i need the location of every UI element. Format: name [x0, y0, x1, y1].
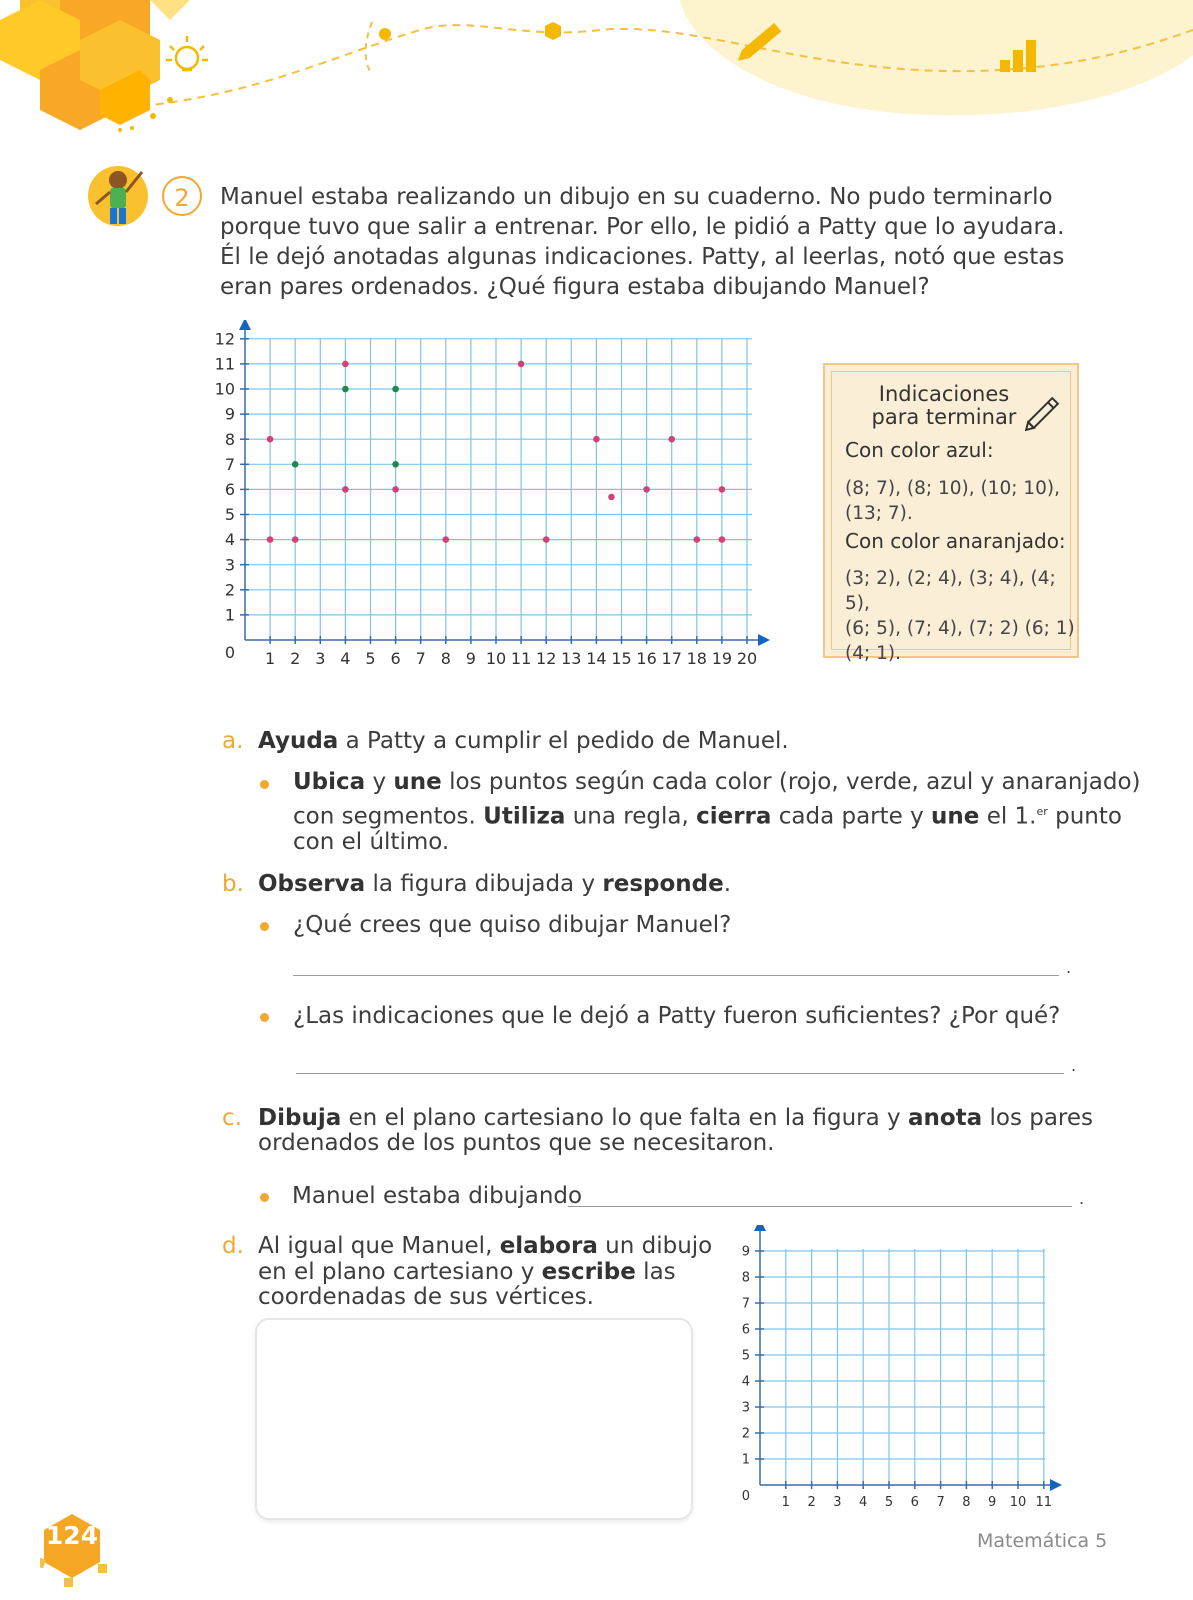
data-point [267, 536, 274, 543]
x-tick-label: 8 [962, 1495, 971, 1510]
part-b-heading: Observa la figura dibujada y responde. [258, 871, 732, 897]
data-point [292, 461, 299, 468]
page-number: 124 [45, 1521, 99, 1550]
y-tick-label: 4 [224, 530, 235, 550]
x-tick-label: 6 [390, 649, 401, 668]
x-axis-arrow-icon [1050, 1479, 1062, 1491]
data-point [608, 494, 615, 501]
x-tick-label: 13 [561, 649, 582, 668]
y-tick-label: 7 [224, 454, 235, 474]
y-tick-label: 5 [741, 1348, 750, 1364]
x-tick-label: 7 [415, 649, 426, 668]
part-a-bullet-line2: con segmentos. Utiliza una regla, cierra cada parte y une el 1.$^{er}$ punto [293, 803, 1122, 830]
part-a-bullet-line1: Ubica y une los puntos según cada color (rojo, verde, azul y anaranjado) [293, 769, 1141, 795]
header-decoration [0, 0, 1193, 160]
lightbulb-icon [166, 36, 208, 70]
x-tick-label: 9 [988, 1495, 997, 1510]
answer-line[interactable] [296, 1073, 1064, 1074]
x-tick-label: 5 [365, 649, 376, 668]
x-tick-label: 12 [536, 649, 557, 668]
y-tick-label: 10 [214, 379, 235, 399]
cartesian-plane-main [200, 320, 790, 690]
y-axis-arrow-icon [239, 320, 251, 330]
bullet [260, 1013, 269, 1022]
answer-line[interactable] [568, 1206, 1072, 1207]
part-b-question1: ¿Qué crees que quiso dibujar Manuel? [293, 912, 732, 938]
x-tick-label: 4 [859, 1495, 868, 1510]
bullet [260, 1193, 269, 1202]
question-number: 2 [162, 176, 202, 216]
data-point [543, 536, 550, 543]
data-point [392, 461, 399, 468]
y-tick-label: 6 [224, 480, 235, 499]
x-tick-label: 2 [807, 1495, 816, 1510]
data-point [392, 386, 399, 393]
data-point [643, 486, 650, 493]
data-point [267, 436, 274, 443]
y-tick-label: 6 [741, 1322, 750, 1338]
y-tick-label: 3 [224, 555, 235, 575]
part-c-line1: Dibuja en el plano cartesiano lo que falta en la figura y anota los pares [258, 1105, 1094, 1131]
x-tick-label: 6 [910, 1495, 919, 1510]
cartesian-plane-blank[interactable] [730, 1225, 1090, 1525]
y-tick-label: 1 [741, 1452, 750, 1468]
data-point [392, 486, 399, 493]
data-point [719, 536, 726, 543]
blue-heading: Con color azul: [845, 438, 994, 462]
y-tick-label: 8 [224, 429, 235, 449]
y-tick-label: 11 [214, 354, 235, 374]
bullet [260, 922, 269, 931]
data-point [342, 486, 349, 493]
instructions-box [823, 363, 1079, 664]
x-tick-label: 11 [510, 649, 532, 668]
x-tick-label: 16 [636, 649, 657, 668]
x-axis-arrow-icon [758, 634, 770, 646]
orange-pairs: (3; 2), (2; 4), (3; 4), (4; 5), (6; 5), (7; 4), (7; 2) (6; 1) (4; 1). [845, 568, 1075, 664]
x-tick-label: 1 [781, 1495, 790, 1510]
y-axis-arrow-icon [754, 1225, 766, 1231]
part-c-letter: c. [222, 1105, 242, 1131]
part-b-letter: b. [222, 871, 244, 897]
data-point [342, 386, 349, 393]
x-tick-label: 3 [833, 1495, 842, 1510]
part-d-letter: d. [222, 1233, 244, 1259]
drawing-area[interactable] [255, 1318, 693, 1520]
y-tick-label: 9 [224, 404, 235, 424]
x-tick-label: 20 [736, 649, 758, 668]
y-tick-label: 7 [741, 1296, 750, 1312]
data-point [342, 361, 349, 368]
cube-icon [545, 22, 561, 40]
origin-label: 0 [741, 1489, 750, 1504]
x-tick-label: 8 [440, 649, 451, 668]
orange-heading: Con color anaranjado: [845, 529, 1066, 553]
x-tick-label: 2 [290, 649, 301, 668]
part-a-letter: a. [222, 728, 244, 754]
student-avatar-icon [86, 160, 156, 232]
pencil-icon [1025, 395, 1065, 431]
y-tick-label: 5 [224, 505, 235, 525]
bullet [260, 780, 269, 789]
x-tick-label: 11 [1035, 1495, 1053, 1510]
origin-label: 0 [224, 643, 235, 662]
part-a-bullet-line3: con el último. [293, 829, 450, 855]
x-tick-label: 10 [485, 649, 507, 668]
part-d-line2: en el plano cartesiano y escribe las [258, 1259, 676, 1285]
part-a-heading: Ayuda a Patty a cumplir el pedido de Manuel. [258, 728, 789, 754]
book-title: Matemática 5 [977, 1530, 1108, 1552]
x-tick-label: 1 [265, 649, 276, 668]
data-point [518, 361, 525, 368]
part-d-line1: Al igual que Manuel, elabora un dibujo [258, 1233, 713, 1259]
instructions-title: Indicaciones para terminar [871, 382, 1017, 429]
x-tick-label: 4 [340, 649, 351, 668]
y-tick-label: 2 [741, 1426, 750, 1442]
data-point [694, 536, 701, 543]
part-c-line2: ordenados de los puntos que se necesitaron. [258, 1130, 775, 1156]
x-tick-label: 9 [465, 649, 476, 668]
y-tick-label: 8 [741, 1270, 750, 1286]
data-point [668, 436, 675, 443]
x-tick-label: 5 [884, 1495, 894, 1510]
x-tick-label: 17 [661, 649, 682, 668]
y-tick-label: 9 [741, 1244, 750, 1260]
x-tick-label: 18 [686, 649, 707, 668]
x-tick-label: 19 [711, 649, 733, 668]
question-text: Manuel estaba realizando un dibujo en su cuaderno. No pudo terminarlo porque tuvo que salir a entrenar. Por ello, le pidió a Patty que lo ayudara. Él le dejó anotadas algunas indicaciones. Patty, al leerlas, notó que estas eran pares ordenados. ¿Qué figura estaba dibujando Manuel? [220, 184, 1065, 300]
x-tick-label: 7 [936, 1495, 945, 1510]
y-tick-label: 12 [214, 329, 235, 349]
y-tick-label: 4 [741, 1374, 750, 1390]
y-tick-label: 3 [741, 1400, 750, 1416]
data-point [593, 436, 600, 443]
part-b-question2: ¿Las indicaciones que le dejó a Patty fueron suficientes? ¿Por qué? [293, 1003, 1061, 1029]
y-tick-label: 2 [224, 580, 235, 600]
part-c-bullet: Manuel estaba dibujando [292, 1183, 583, 1209]
x-tick-label: 14 [586, 649, 607, 668]
y-tick-label: 1 [224, 605, 235, 625]
x-tick-label: 15 [611, 649, 632, 668]
blue-pairs: (8; 7), (8; 10), (10; 10), (13; 7). [845, 478, 1060, 524]
data-point [292, 536, 299, 543]
x-tick-label: 10 [1009, 1495, 1027, 1510]
part-d-line3: coordenadas de sus vértices. [258, 1284, 594, 1310]
cubes-icon [0, 0, 190, 130]
answer-line[interactable] [293, 975, 1059, 976]
data-point [443, 536, 450, 543]
x-tick-label: 3 [315, 649, 326, 668]
data-point [719, 486, 726, 493]
